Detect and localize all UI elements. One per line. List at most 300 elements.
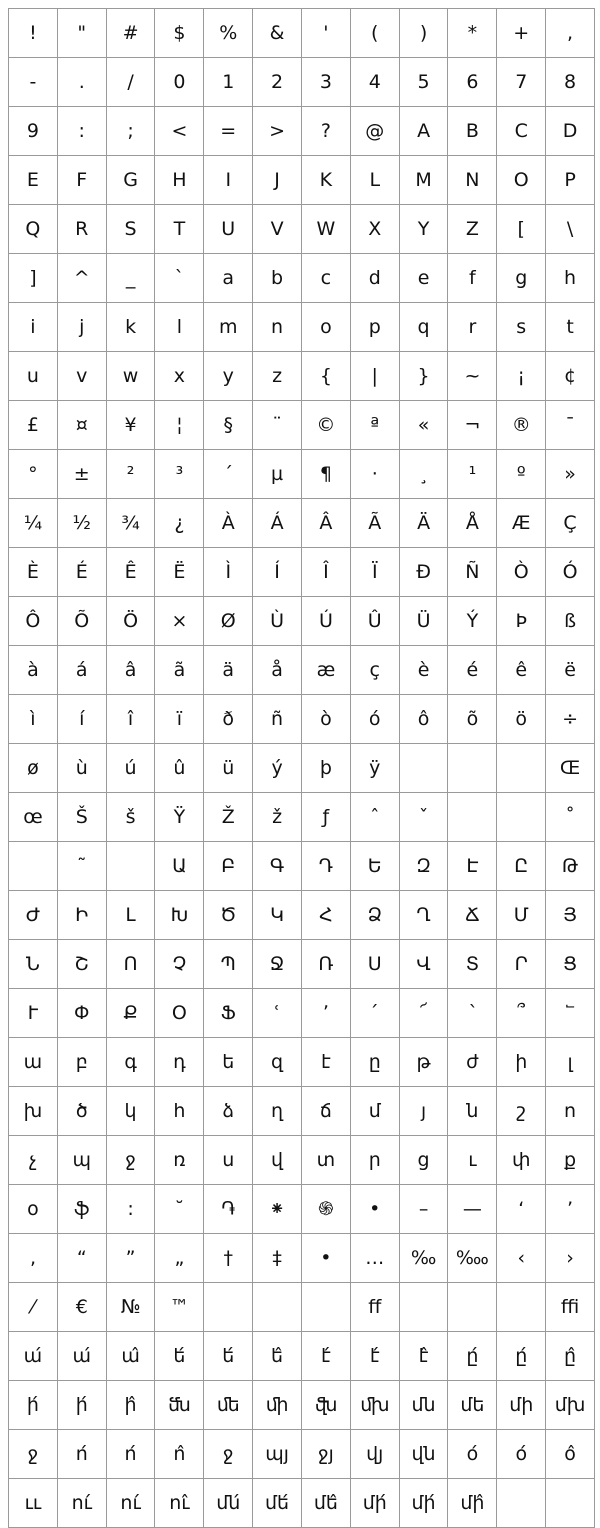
glyph-cell: ջ bbox=[107, 1136, 156, 1185]
glyph-cell: W bbox=[302, 205, 351, 254]
glyph-cell: մ bbox=[351, 1087, 400, 1136]
glyph-cell: Չ bbox=[155, 940, 204, 989]
glyph-cell: * bbox=[448, 9, 497, 58]
glyph-cell: â bbox=[107, 646, 156, 695]
glyph-cell: À bbox=[204, 499, 253, 548]
glyph-cell: ﬓ bbox=[155, 1381, 204, 1430]
glyph-cell: ” bbox=[107, 1234, 156, 1283]
glyph-cell: Ս bbox=[351, 940, 400, 989]
glyph-cell bbox=[400, 1283, 449, 1332]
glyph-cell: Օ bbox=[155, 989, 204, 1038]
glyph-cell: ⁄ bbox=[9, 1283, 58, 1332]
glyph-cell: Ճ bbox=[448, 891, 497, 940]
glyph-cell: p bbox=[351, 303, 400, 352]
glyph-cell: վյ bbox=[351, 1430, 400, 1479]
glyph-cell: B bbox=[448, 107, 497, 156]
glyph-cell: լ bbox=[546, 1038, 595, 1087]
glyph-cell: ղ bbox=[253, 1087, 302, 1136]
glyph-cell: Մ bbox=[497, 891, 546, 940]
glyph-cell bbox=[448, 744, 497, 793]
glyph-cell: % bbox=[204, 9, 253, 58]
glyph-cell: Է bbox=[448, 842, 497, 891]
glyph-cell: Զ bbox=[400, 842, 449, 891]
glyph-cell: w bbox=[107, 352, 156, 401]
glyph-cell: _ bbox=[107, 254, 156, 303]
glyph-cell: ú bbox=[107, 744, 156, 793]
glyph-cell: 3 bbox=[302, 58, 351, 107]
glyph-cell: ç bbox=[351, 646, 400, 695]
glyph-cell: ի̂ bbox=[107, 1381, 156, 1430]
glyph-cell: ™ bbox=[155, 1283, 204, 1332]
glyph-cell: Ô bbox=[9, 597, 58, 646]
glyph-cell: ո́ bbox=[107, 1430, 156, 1479]
glyph-cell: ä bbox=[204, 646, 253, 695]
glyph-cell: Շ bbox=[58, 940, 107, 989]
glyph-cell: Z bbox=[448, 205, 497, 254]
glyph-cell: ﬖ bbox=[302, 1381, 351, 1430]
glyph-cell: ü bbox=[204, 744, 253, 793]
glyph-cell: P bbox=[546, 156, 595, 205]
glyph-cell: Î bbox=[302, 548, 351, 597]
glyph-cell: տ bbox=[302, 1136, 351, 1185]
glyph-cell: m bbox=[204, 303, 253, 352]
glyph-cell: ո bbox=[546, 1087, 595, 1136]
glyph-cell bbox=[497, 1283, 546, 1332]
glyph-cell: № bbox=[107, 1283, 156, 1332]
glyph-cell: ¼ bbox=[9, 499, 58, 548]
glyph-cell: Ã bbox=[351, 499, 400, 548]
glyph-cell: , bbox=[546, 9, 595, 58]
glyph-cell: ò bbox=[302, 695, 351, 744]
glyph-cell: մի́ bbox=[351, 1479, 400, 1528]
glyph-cell: Ì bbox=[204, 548, 253, 597]
glyph-cell: գ bbox=[107, 1038, 156, 1087]
glyph-cell: O bbox=[497, 156, 546, 205]
glyph-cell: ë bbox=[546, 646, 595, 695]
glyph-cell: ~ bbox=[448, 352, 497, 401]
glyph-cell: X bbox=[351, 205, 400, 254]
glyph-cell: £ bbox=[9, 401, 58, 450]
glyph-cell: T bbox=[155, 205, 204, 254]
glyph-cell: ր bbox=[351, 1136, 400, 1185]
glyph-cell: ճ bbox=[302, 1087, 351, 1136]
glyph-cell: º bbox=[497, 450, 546, 499]
glyph-cell: € bbox=[58, 1283, 107, 1332]
glyph-cell: N bbox=[448, 156, 497, 205]
glyph-cell: Ë bbox=[155, 548, 204, 597]
glyph-cell: զ bbox=[253, 1038, 302, 1087]
glyph-cell: Á bbox=[253, 499, 302, 548]
glyph-cell: à bbox=[9, 646, 58, 695]
glyph-grid bbox=[8, 8, 595, 1528]
glyph-cell: „ bbox=[155, 1234, 204, 1283]
glyph-cell: Ç bbox=[546, 499, 595, 548]
glyph-cell: ^ bbox=[58, 254, 107, 303]
glyph-cell: Ծ bbox=[204, 891, 253, 940]
glyph-cell: ¦ bbox=[155, 401, 204, 450]
glyph-cell: Õ bbox=[58, 597, 107, 646]
glyph-cell: ﬔ bbox=[204, 1381, 253, 1430]
glyph-cell: J bbox=[253, 156, 302, 205]
glyph-cell: Կ bbox=[253, 891, 302, 940]
glyph-cell: ñ bbox=[253, 695, 302, 744]
glyph-cell: î bbox=[107, 695, 156, 744]
glyph-cell: ƒ bbox=[302, 793, 351, 842]
glyph-cell: • bbox=[351, 1185, 400, 1234]
glyph-cell: մի bbox=[497, 1381, 546, 1430]
glyph-cell: մի́ bbox=[400, 1479, 449, 1528]
glyph-cell: Ð bbox=[400, 548, 449, 597]
glyph-cell: Հ bbox=[302, 891, 351, 940]
glyph-cell: ã bbox=[155, 646, 204, 695]
glyph-cell: է́ bbox=[351, 1332, 400, 1381]
glyph-cell: S bbox=[107, 205, 156, 254]
glyph-cell: ‰ bbox=[400, 1234, 449, 1283]
glyph-cell: ¾ bbox=[107, 499, 156, 548]
glyph-cell: × bbox=[155, 597, 204, 646]
glyph-cell: ե̂ bbox=[253, 1332, 302, 1381]
glyph-cell: ռ bbox=[155, 1136, 204, 1185]
glyph-cell: 7 bbox=[497, 58, 546, 107]
glyph-cell: ê bbox=[497, 646, 546, 695]
glyph-cell: ] bbox=[9, 254, 58, 303]
glyph-cell: ո̂ bbox=[155, 1430, 204, 1479]
glyph-cell: § bbox=[204, 401, 253, 450]
glyph-cell: ո́ bbox=[58, 1430, 107, 1479]
glyph-cell: է bbox=[302, 1038, 351, 1087]
glyph-cell: Ժ bbox=[9, 891, 58, 940]
glyph-cell: å bbox=[253, 646, 302, 695]
glyph-cell: 5 bbox=[400, 58, 449, 107]
glyph-cell: ù bbox=[58, 744, 107, 793]
glyph-cell: V bbox=[253, 205, 302, 254]
glyph-cell: ը́ bbox=[497, 1332, 546, 1381]
glyph-cell: Ê bbox=[107, 548, 156, 597]
glyph-cell: y bbox=[204, 352, 253, 401]
glyph-cell: ծ bbox=[58, 1087, 107, 1136]
glyph-cell bbox=[302, 1283, 351, 1332]
glyph-cell: պյ bbox=[253, 1430, 302, 1479]
glyph-cell: ¶ bbox=[302, 450, 351, 499]
glyph-cell: Ä bbox=[400, 499, 449, 548]
glyph-cell: œ bbox=[9, 793, 58, 842]
glyph-cell: ² bbox=[107, 450, 156, 499]
glyph-cell: ® bbox=[497, 401, 546, 450]
glyph-cell: † bbox=[204, 1234, 253, 1283]
glyph-cell: ? bbox=[302, 107, 351, 156]
glyph-cell: ՛ bbox=[351, 989, 400, 1038]
glyph-cell: ý bbox=[253, 744, 302, 793]
glyph-cell: ³ bbox=[155, 450, 204, 499]
glyph-cell: ’ bbox=[546, 1185, 595, 1234]
glyph-cell: — bbox=[448, 1185, 497, 1234]
glyph-cell: Ց bbox=[546, 940, 595, 989]
glyph-cell: ˘ bbox=[155, 1185, 204, 1234]
glyph-cell: : bbox=[107, 1185, 156, 1234]
glyph-cell: F bbox=[58, 156, 107, 205]
glyph-cell: 6 bbox=[448, 58, 497, 107]
glyph-cell: > bbox=[253, 107, 302, 156]
glyph-cell: ª bbox=[351, 401, 400, 450]
glyph-cell: Ø bbox=[204, 597, 253, 646]
glyph-cell: Ռ bbox=[302, 940, 351, 989]
glyph-cell: ½ bbox=[58, 499, 107, 548]
glyph-cell: ի́ bbox=[9, 1381, 58, 1430]
glyph-cell bbox=[546, 1479, 595, 1528]
glyph-cell bbox=[9, 842, 58, 891]
glyph-cell: 2 bbox=[253, 58, 302, 107]
glyph-cell bbox=[448, 793, 497, 842]
glyph-cell: ˜ bbox=[58, 842, 107, 891]
glyph-cell: ± bbox=[58, 450, 107, 499]
glyph-cell: Ջ bbox=[253, 940, 302, 989]
glyph-cell: ա́ bbox=[58, 1332, 107, 1381]
glyph-cell: ø bbox=[9, 744, 58, 793]
glyph-cell: ¤ bbox=[58, 401, 107, 450]
glyph-cell: ու́ bbox=[58, 1479, 107, 1528]
glyph-cell: • bbox=[302, 1234, 351, 1283]
glyph-cell: ﬗ bbox=[351, 1381, 400, 1430]
glyph-cell: L bbox=[351, 156, 400, 205]
glyph-cell: Պ bbox=[204, 940, 253, 989]
glyph-cell: a bbox=[204, 254, 253, 303]
glyph-cell: Յ bbox=[546, 891, 595, 940]
glyph-cell: ՙ bbox=[253, 989, 302, 1038]
glyph-cell: - bbox=[9, 58, 58, 107]
glyph-cell: < bbox=[155, 107, 204, 156]
glyph-cell: Í bbox=[253, 548, 302, 597]
glyph-cell: © bbox=[302, 401, 351, 450]
glyph-cell: հ bbox=[155, 1087, 204, 1136]
glyph-cell: Ÿ bbox=[155, 793, 204, 842]
glyph-cell: C bbox=[497, 107, 546, 156]
glyph-cell: ¡ bbox=[497, 352, 546, 401]
glyph-cell: É bbox=[58, 548, 107, 597]
glyph-cell: ը bbox=[351, 1038, 400, 1087]
glyph-cell: յ bbox=[400, 1087, 449, 1136]
glyph-cell: Ե bbox=[351, 842, 400, 891]
glyph-cell: Ï bbox=[351, 548, 400, 597]
glyph-cell: օ bbox=[9, 1185, 58, 1234]
glyph-cell: › bbox=[546, 1234, 595, 1283]
glyph-cell: Ñ bbox=[448, 548, 497, 597]
glyph-cell bbox=[497, 793, 546, 842]
glyph-cell: ՝ bbox=[448, 989, 497, 1038]
glyph-cell: մե bbox=[448, 1381, 497, 1430]
glyph-cell: պ bbox=[58, 1136, 107, 1185]
glyph-cell: 0 bbox=[155, 58, 204, 107]
glyph-cell: ¸ bbox=[400, 450, 449, 499]
glyph-cell: x bbox=[155, 352, 204, 401]
glyph-cell: ա́ bbox=[9, 1332, 58, 1381]
glyph-cell: È bbox=[9, 548, 58, 597]
glyph-cell: D bbox=[546, 107, 595, 156]
glyph-cell: Y bbox=[400, 205, 449, 254]
glyph-cell: : bbox=[58, 107, 107, 156]
glyph-cell: U bbox=[204, 205, 253, 254]
glyph-cell: ե́ bbox=[155, 1332, 204, 1381]
glyph-cell: կ bbox=[107, 1087, 156, 1136]
glyph-cell: = bbox=[204, 107, 253, 156]
glyph-cell: ﬀ bbox=[351, 1283, 400, 1332]
glyph-cell: ﬃ bbox=[546, 1283, 595, 1332]
glyph-cell: e bbox=[400, 254, 449, 303]
glyph-cell: H bbox=[155, 156, 204, 205]
glyph-cell: ց bbox=[400, 1136, 449, 1185]
glyph-cell: Գ bbox=[253, 842, 302, 891]
glyph-cell: Լ bbox=[107, 891, 156, 940]
glyph-cell: ¥ bbox=[107, 401, 156, 450]
glyph-cell: + bbox=[497, 9, 546, 58]
glyph-cell: ժ bbox=[448, 1038, 497, 1087]
glyph-cell: h bbox=[546, 254, 595, 303]
glyph-cell: ֆ bbox=[58, 1185, 107, 1234]
glyph-cell: փ bbox=[497, 1136, 546, 1185]
glyph-cell: Ú bbox=[302, 597, 351, 646]
glyph-cell: Ž bbox=[204, 793, 253, 842]
glyph-cell: է́ bbox=[302, 1332, 351, 1381]
glyph-cell: | bbox=[351, 352, 400, 401]
glyph-cell: Թ bbox=[546, 842, 595, 891]
glyph-cell: ˇ bbox=[400, 793, 449, 842]
glyph-cell: q bbox=[400, 303, 449, 352]
glyph-cell: ¯ bbox=[546, 401, 595, 450]
glyph-cell: [ bbox=[497, 205, 546, 254]
glyph-cell: Ó bbox=[546, 548, 595, 597]
glyph-cell: r bbox=[448, 303, 497, 352]
glyph-cell: Æ bbox=[497, 499, 546, 548]
glyph-cell: ը̂ bbox=[546, 1332, 595, 1381]
glyph-cell: ‡ bbox=[253, 1234, 302, 1283]
glyph-cell: d bbox=[351, 254, 400, 303]
glyph-cell: ՜ bbox=[400, 989, 449, 1038]
glyph-cell: Q bbox=[9, 205, 58, 254]
glyph-cell: Ն bbox=[9, 940, 58, 989]
glyph-cell: ու́ bbox=[107, 1479, 156, 1528]
glyph-cell: ւ bbox=[448, 1136, 497, 1185]
glyph-cell: I bbox=[204, 156, 253, 205]
glyph-cell: թ bbox=[400, 1038, 449, 1087]
glyph-cell: Ö bbox=[107, 597, 156, 646]
glyph-cell: µ bbox=[253, 450, 302, 499]
glyph-cell: æ bbox=[302, 646, 351, 695]
glyph-cell: { bbox=[302, 352, 351, 401]
glyph-cell: Բ bbox=[204, 842, 253, 891]
glyph-cell: մխ bbox=[546, 1381, 595, 1430]
glyph-cell: Ո bbox=[107, 940, 156, 989]
glyph-cell: մե̂ bbox=[302, 1479, 351, 1528]
glyph-cell: g bbox=[497, 254, 546, 303]
glyph-cell: վն bbox=[400, 1430, 449, 1479]
glyph-cell: õ bbox=[448, 695, 497, 744]
glyph-cell: . bbox=[58, 58, 107, 107]
glyph-cell: þ bbox=[302, 744, 351, 793]
glyph-cell: k bbox=[107, 303, 156, 352]
glyph-cell: ð bbox=[204, 695, 253, 744]
glyph-cell: մն́ bbox=[204, 1479, 253, 1528]
glyph-cell bbox=[497, 1479, 546, 1528]
glyph-cell: Œ bbox=[546, 744, 595, 793]
glyph-cell: Ù bbox=[253, 597, 302, 646]
glyph-cell: } bbox=[400, 352, 449, 401]
glyph-cell: / bbox=[107, 58, 156, 107]
glyph-cell: ււ bbox=[9, 1479, 58, 1528]
glyph-cell: è bbox=[400, 646, 449, 695]
glyph-cell: û bbox=[155, 744, 204, 793]
glyph-cell: “ bbox=[58, 1234, 107, 1283]
glyph-cell: Ֆ bbox=[204, 989, 253, 1038]
glyph-cell: ֏ bbox=[204, 1185, 253, 1234]
glyph-cell: ն bbox=[448, 1087, 497, 1136]
glyph-cell: ¹ bbox=[448, 450, 497, 499]
glyph-cell: f bbox=[448, 254, 497, 303]
glyph-cell: @ bbox=[351, 107, 400, 156]
glyph-cell: o bbox=[302, 303, 351, 352]
glyph-cell: մն bbox=[400, 1381, 449, 1430]
glyph-cell: Ք bbox=[107, 989, 156, 1038]
glyph-cell: ջյ bbox=[302, 1430, 351, 1479]
glyph-cell: ե bbox=[204, 1038, 253, 1087]
glyph-cell: ա̂ bbox=[107, 1332, 156, 1381]
glyph-cell: … bbox=[351, 1234, 400, 1283]
glyph-cell: ու̂ bbox=[155, 1479, 204, 1528]
glyph-cell: » bbox=[546, 450, 595, 499]
glyph-cell: օ̂ bbox=[546, 1430, 595, 1479]
glyph-cell: ‱ bbox=[448, 1234, 497, 1283]
glyph-cell bbox=[204, 1283, 253, 1332]
glyph-cell: R bbox=[58, 205, 107, 254]
glyph-cell: ի́ bbox=[58, 1381, 107, 1430]
glyph-cell: n bbox=[253, 303, 302, 352]
glyph-cell: G bbox=[107, 156, 156, 205]
glyph-cell: Þ bbox=[497, 597, 546, 646]
glyph-cell: ° bbox=[9, 450, 58, 499]
glyph-cell: E bbox=[9, 156, 58, 205]
glyph-cell: ` bbox=[155, 254, 204, 303]
glyph-cell: ﬕ bbox=[253, 1381, 302, 1430]
glyph-cell: ˚ bbox=[546, 793, 595, 842]
glyph-cell: ¬ bbox=[448, 401, 497, 450]
glyph-cell: v bbox=[58, 352, 107, 401]
glyph-cell: ե́ bbox=[204, 1332, 253, 1381]
glyph-cell: Վ bbox=[400, 940, 449, 989]
glyph-cell: á bbox=[58, 646, 107, 695]
glyph-cell: չ bbox=[9, 1136, 58, 1185]
glyph-cell: A bbox=[400, 107, 449, 156]
glyph-cell: Û bbox=[351, 597, 400, 646]
glyph-cell: ¨ bbox=[253, 401, 302, 450]
glyph-cell: Ý bbox=[448, 597, 497, 646]
glyph-cell: K bbox=[302, 156, 351, 205]
glyph-cell: մե́ bbox=[253, 1479, 302, 1528]
glyph-cell: ջ bbox=[204, 1430, 253, 1479]
glyph-cell: դ bbox=[155, 1038, 204, 1087]
glyph-cell: t bbox=[546, 303, 595, 352]
glyph-cell: Ձ bbox=[351, 891, 400, 940]
glyph-cell: խ bbox=[9, 1087, 58, 1136]
glyph-cell: ´ bbox=[204, 450, 253, 499]
glyph-cell: Ի bbox=[58, 891, 107, 940]
glyph-cell: ¿ bbox=[155, 499, 204, 548]
glyph-cell: ք bbox=[546, 1136, 595, 1185]
glyph-cell: ß bbox=[546, 597, 595, 646]
glyph-cell: · bbox=[351, 450, 400, 499]
glyph-cell: ÷ bbox=[546, 695, 595, 744]
glyph-cell: ի bbox=[497, 1038, 546, 1087]
glyph-cell: ÿ bbox=[351, 744, 400, 793]
glyph-cell: է̂ bbox=[400, 1332, 449, 1381]
glyph-cell: ( bbox=[351, 9, 400, 58]
